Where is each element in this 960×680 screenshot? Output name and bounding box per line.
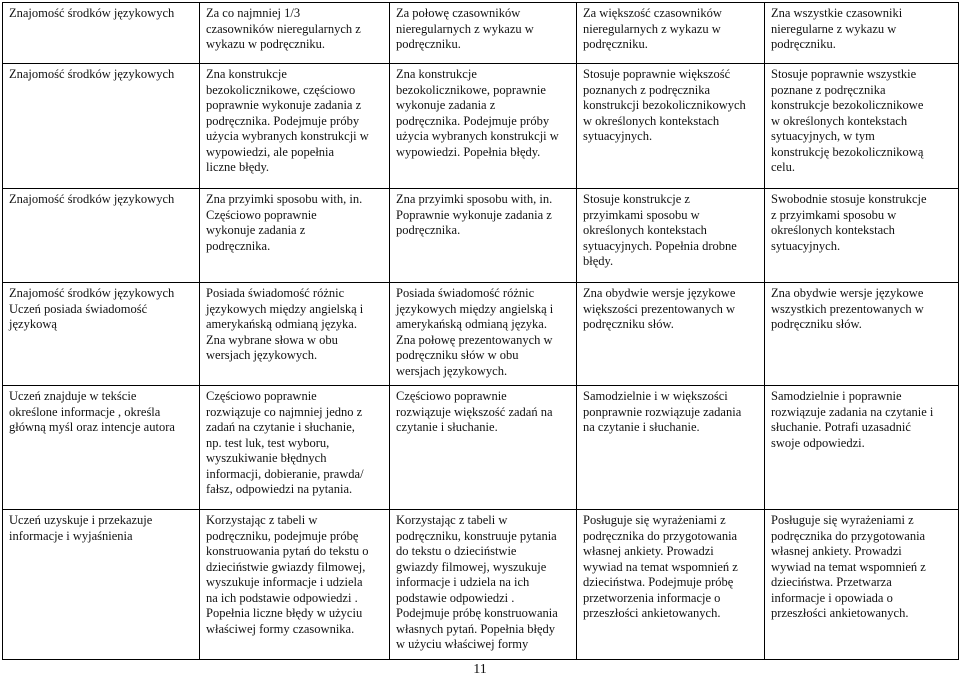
table-row xyxy=(3,64,959,189)
cell-text: Stosuje konstrukcje z przyimkami sposobu w określonych kontekstach sytuacyjnych. Popełnia drobne błędy. xyxy=(583,192,737,268)
cell-text: Za połowę czasowników nieregularnych z wykazu w podręczniku. xyxy=(396,6,534,51)
grade-cell xyxy=(577,510,765,660)
grade-cell xyxy=(765,510,959,660)
criteria-table xyxy=(2,2,959,660)
grade-cell xyxy=(577,189,765,283)
grade-cell xyxy=(577,64,765,189)
table-row xyxy=(3,189,959,283)
cell-text: Zna konstrukcje bezokolicznikowe, częściowo poprawnie wykonuje zadania z podręcznika. Podejmuje próby użycia wybranych konstrukcji w wypowiedzi, ale popełnia liczne błędy. xyxy=(206,67,369,174)
page-number: 11 xyxy=(473,662,487,677)
cell-text: Uczeń uzyskuje i przekazuje informacje i wyjaśnienia xyxy=(9,513,153,543)
table-row xyxy=(3,283,959,386)
cell-text: Za co najmniej 1/3 czasowników nieregularnych z wykazu w podręczniku. xyxy=(206,6,361,51)
grade-cell xyxy=(765,386,959,510)
cell-text: Uczeń znajduje w tekście określone informacje , określa główną myśl oraz intencje autora xyxy=(9,389,175,434)
cell-text: Korzystając z tabeli w podręczniku, podejmuje próbę konstruowania pytań do tekstu o dzieciństwie gwiazdy filmowej, wyszukuje informacje i udziela na ich podstawie odpowiedzi . Popełnia liczne błędy w użyciu właściwej formy czasownika. xyxy=(206,513,369,636)
cell-text: Samodzielnie i w większości ponprawnie rozwiązuje zadania na czytanie i słuchanie. xyxy=(583,389,742,434)
grade-cell xyxy=(200,283,390,386)
grade-cell xyxy=(577,386,765,510)
cell-text: Częściowo poprawnie rozwiązuje co najmniej jedno z zadań na czytanie i słuchanie, np. test luk, test wyboru, wyszukiwanie błędnych informacji, dobieranie, prawda/ fałsz, odpowiedzi na pytania. xyxy=(206,389,364,496)
grade-cell xyxy=(200,386,390,510)
cell-text: Zna obydwie wersje językowe wszystkich prezentowanych w podręczniku słów. xyxy=(771,286,924,331)
category-cell xyxy=(3,510,200,660)
grade-cell xyxy=(390,386,577,510)
cell-text: Zna przyimki sposobu with, in. Poprawnie wykonuje zadania z podręcznika. xyxy=(396,192,553,237)
cell-text: Za większość czasowników nieregularnych z wykazu w podręczniku. xyxy=(583,6,722,51)
grade-cell xyxy=(765,189,959,283)
grade-cell xyxy=(765,283,959,386)
cell-text: Posługuje się wyrażeniami z podręcznika do przygotowania własnej ankiety. Prowadzi wywiad na temat wspomnień z dzieciństwa. Przetwarza informacje i opowiada o przeszłości ankietowanych. xyxy=(771,513,926,620)
grade-cell xyxy=(200,64,390,189)
category-cell xyxy=(3,386,200,510)
cell-text: Zna przyimki sposobu with, in. Częściowo poprawnie wykonuje zadania z podręcznika. xyxy=(206,192,363,253)
category-cell xyxy=(3,283,200,386)
grade-cell xyxy=(390,189,577,283)
grade-cell xyxy=(200,3,390,64)
grade-cell xyxy=(765,3,959,64)
cell-text: Znajomość środków językowych xyxy=(9,6,175,20)
cell-text: Samodzielnie i poprawnie rozwiązuje zadania na czytanie i słuchanie. Potrafi uzasadnić swoje odpowiedzi. xyxy=(771,389,934,450)
cell-text: Posiada świadomość różnic językowych między angielską i amerykańską odmianą języka. Zna połowę prezentowanych w podręczniku słów w obu wersjach językowych. xyxy=(396,286,554,378)
category-cell xyxy=(3,64,200,189)
grade-cell xyxy=(390,283,577,386)
cell-text: Posiada świadomość różnic językowych między angielską i amerykańską odmianą języka. Zna wybrane słowa w obu wersjach językowych. xyxy=(206,286,364,362)
cell-text: Stosuje poprawnie wszystkie poznane z podręcznika konstrukcje bezokolicznikowe w określonych kontekstach sytuacyjnych, w tym konstrukcję bezokolicznikową celu. xyxy=(771,67,924,174)
cell-text: Swobodnie stosuje konstrukcje z przyimkami sposobu w określonych kontekstach sytuacyjnych. xyxy=(771,192,927,253)
cell-text: Znajomość środków językowych xyxy=(9,192,175,206)
category-cell xyxy=(3,3,200,64)
cell-text: Posługuje się wyrażeniami z podręcznika do przygotowania własnej ankiety. Prowadzi wywiad na temat wspomnień z dzieciństwa. Podejmuje próbę przetworzenia informacje o przeszłości ankietowanych. xyxy=(583,513,738,620)
grade-cell xyxy=(577,283,765,386)
cell-text: Znajomość środków językowych xyxy=(9,67,175,81)
grade-cell xyxy=(765,64,959,189)
grade-cell xyxy=(390,510,577,660)
cell-text: Znajomość środków językowych Uczeń posiada świadomość językową xyxy=(9,286,175,331)
grade-cell xyxy=(577,3,765,64)
cell-text: Korzystając z tabeli w podręczniku, konstruuje pytania do tekstu o dzieciństwie gwiazdy filmowej, wyszukuje informacje i udziela na ich podstawie odpowiedzi . Podejmuje próbę konstruowania własnych pytań. Popełnia błędy w użyciu właściwej formy xyxy=(396,513,558,651)
table-row xyxy=(3,510,959,660)
cell-text: Stosuje poprawnie większość poznanych z podręcznika konstrukcji bezokolicznikowych w określonych kontekstach sytuacyjnych. xyxy=(583,67,746,143)
table-row xyxy=(3,3,959,64)
cell-text: Zna obydwie wersje językowe większości prezentowanych w podręczniku słów. xyxy=(583,286,736,331)
grade-cell xyxy=(200,510,390,660)
cell-text: Zna wszystkie czasowniki nieregularne z wykazu w podręczniku. xyxy=(771,6,903,51)
category-cell xyxy=(3,189,200,283)
grade-cell xyxy=(200,189,390,283)
cell-text: Zna konstrukcje bezokolicznikowe, poprawnie wykonuje zadania z podręcznika. Podejmuje próby użycia wybranych konstrukcji w wypowiedzi. Popełnia błędy. xyxy=(396,67,559,159)
table-row xyxy=(3,386,959,510)
cell-text: Częściowo poprawnie rozwiązuje większość zadań na czytanie i słuchanie. xyxy=(396,389,553,434)
grade-cell xyxy=(390,3,577,64)
grade-cell xyxy=(390,64,577,189)
